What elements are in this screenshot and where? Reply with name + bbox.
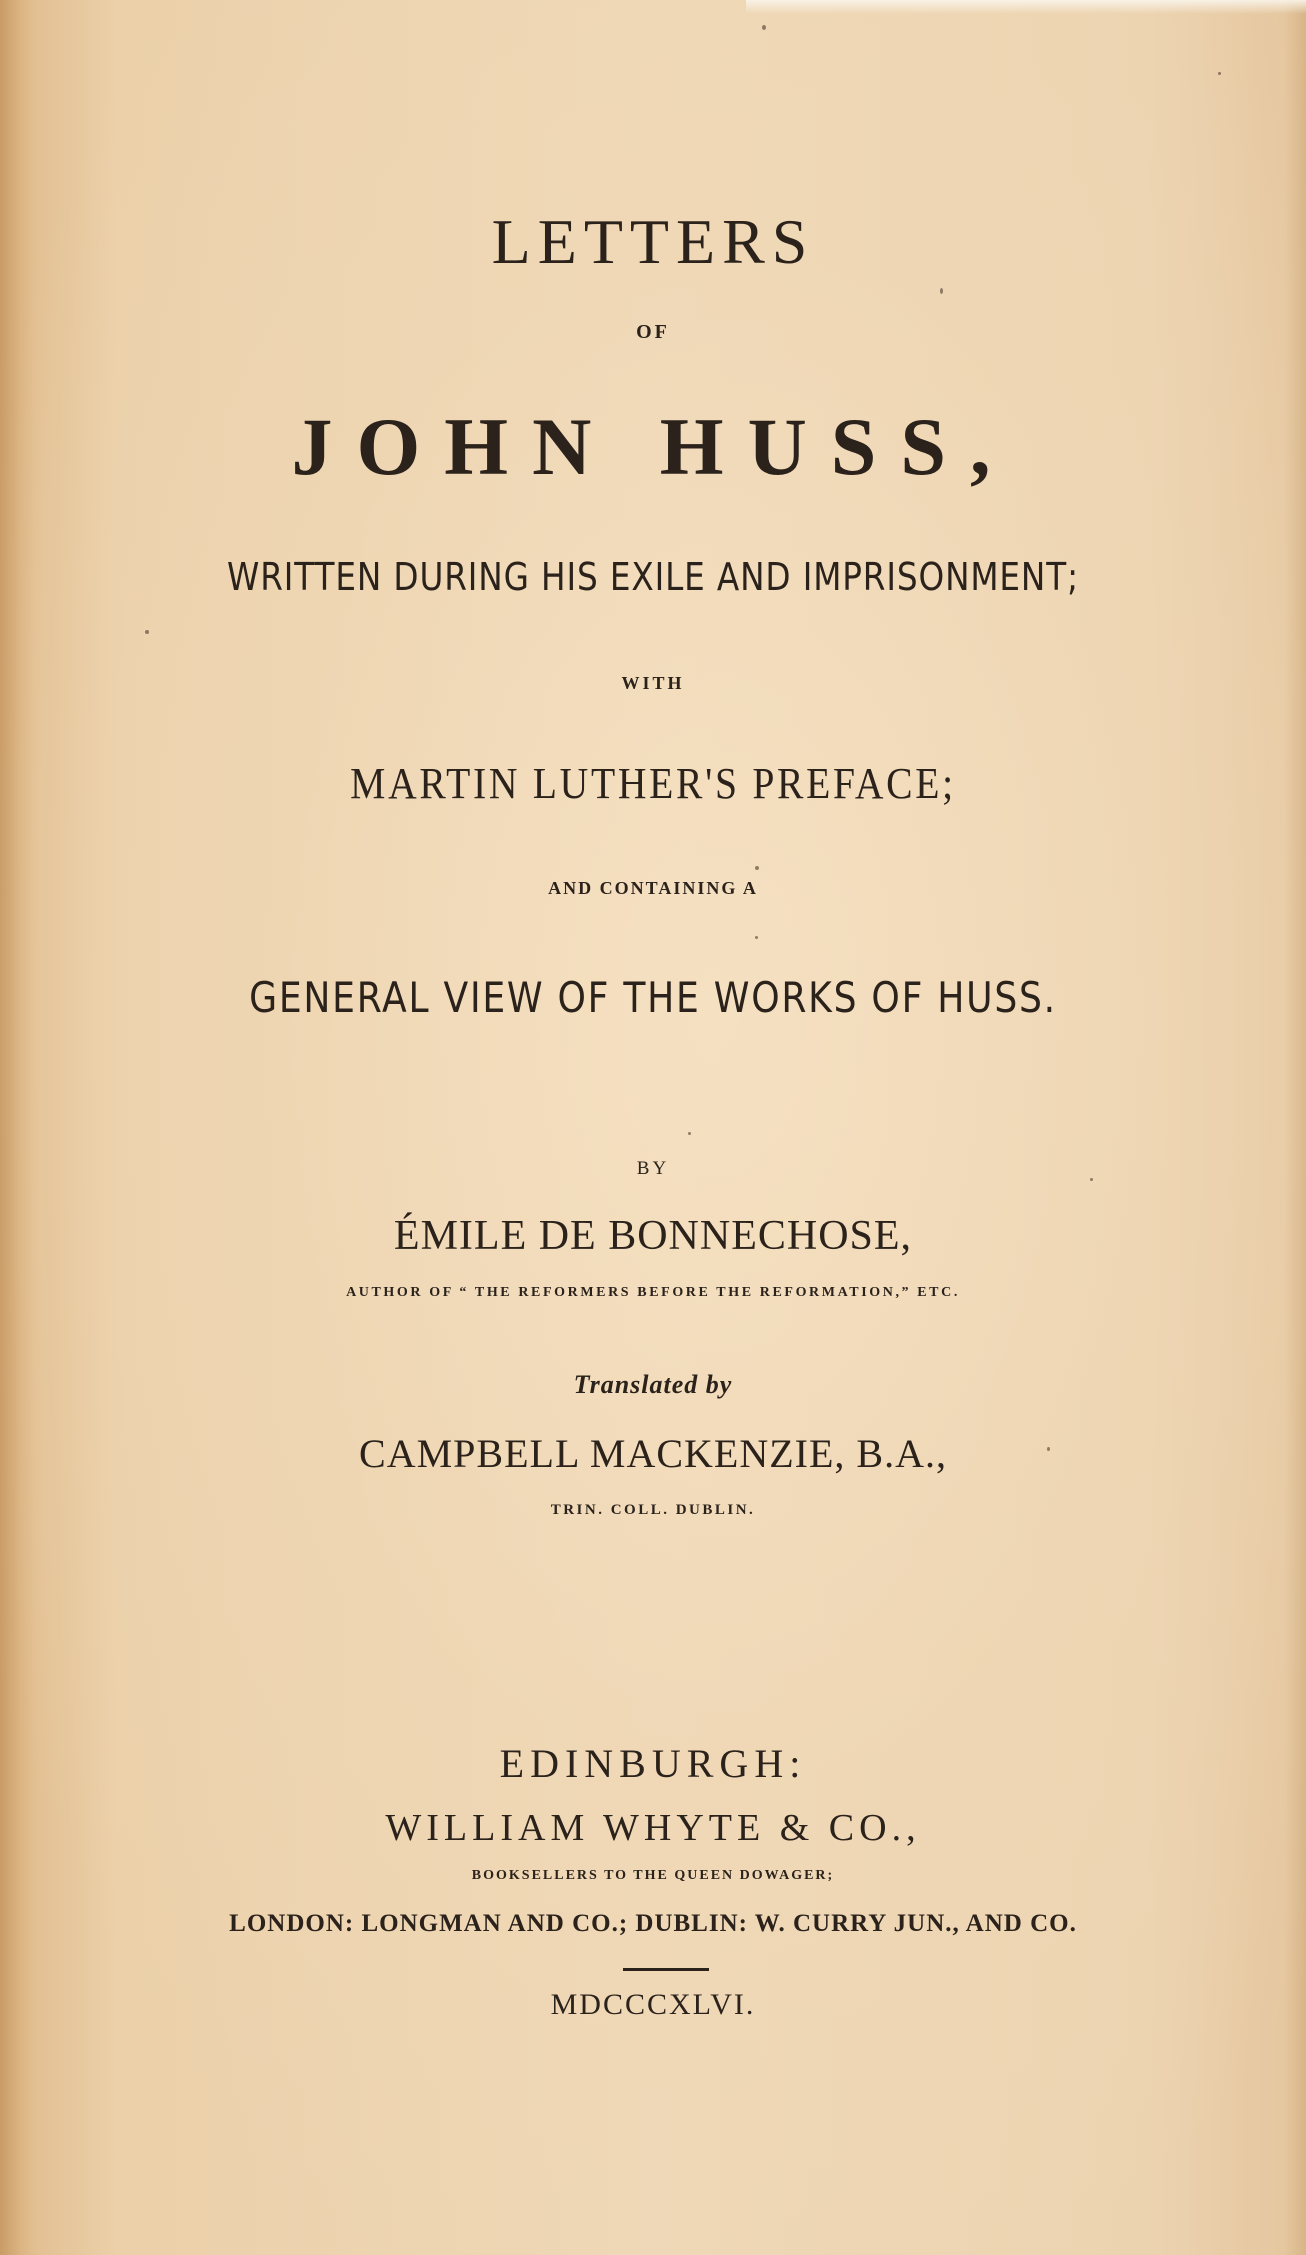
paper-speck [1218, 72, 1221, 75]
paper-speck [755, 866, 759, 870]
subtitle-with: WITH [621, 673, 685, 693]
translated-by: Translated by [573, 1370, 733, 1399]
title-john-huss: JOHN HUSS, [291, 401, 1015, 492]
title-letters: LETTERS [491, 206, 815, 277]
title-of: OF [636, 321, 670, 343]
page-edge-top [746, 0, 1306, 14]
subtitle-written: WRITTEN DURING HIS EXILE AND IMPRISONMENT; [227, 555, 1079, 599]
translator-name: CAMPBELL MACKENZIE, B.A., [359, 1431, 947, 1476]
paper-speck [755, 936, 758, 939]
author-credit: AUTHOR OF “ THE REFORMERS BEFORE THE REFORMATION,” ETC. [346, 1285, 960, 1300]
paper-speck [1047, 1447, 1050, 1451]
imprint-booksellers: BOOKSELLERS TO THE QUEEN DOWAGER; [471, 1868, 835, 1883]
imprint-publisher: WILLIAM WHYTE & CO., [385, 1807, 921, 1849]
paper-speck [1090, 1178, 1093, 1181]
publication-date: MDCCCXLVI. [550, 1988, 756, 2021]
subtitle-general-view: GENERAL VIEW OF THE WORKS OF HUSS. [249, 973, 1057, 1022]
imprint-city: EDINBURGH: [499, 1741, 807, 1786]
paper-speck [688, 1132, 691, 1135]
paper-speck [145, 630, 149, 634]
by-line: BY [636, 1158, 670, 1179]
paper-speck [940, 288, 943, 294]
imprint-other-publishers: LONDON: LONGMAN AND CO.; DUBLIN: W. CURRY JUN., AND CO. [229, 1910, 1077, 1937]
imprint-rule [623, 1968, 709, 1971]
translator-credit: TRIN. COLL. DUBLIN. [550, 1502, 756, 1518]
author-name: ÉMILE DE BONNECHOSE, [393, 1213, 913, 1259]
subtitle-containing: AND CONTAINING A [548, 878, 758, 898]
paper-speck [762, 25, 766, 30]
subtitle-luther-preface: MARTIN LUTHER'S PREFACE; [350, 759, 956, 808]
